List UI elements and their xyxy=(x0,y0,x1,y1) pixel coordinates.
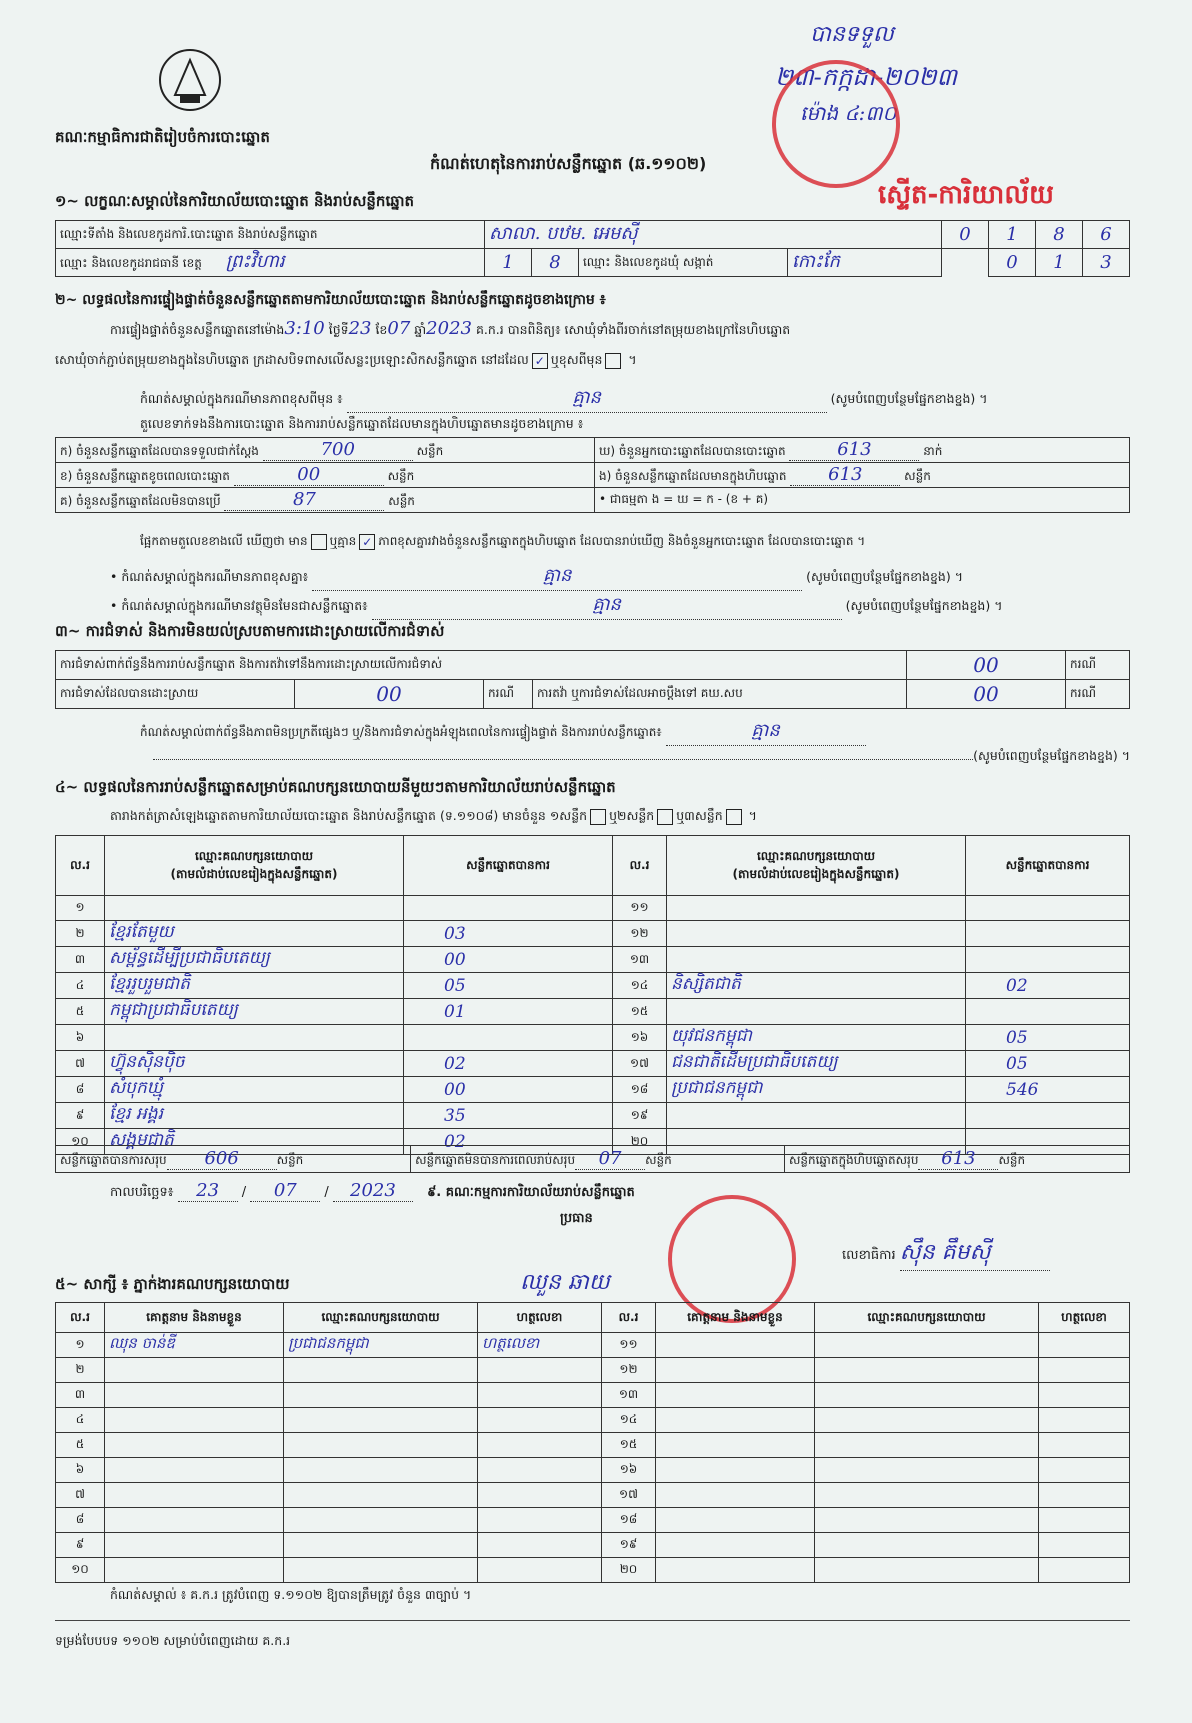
w-row-name xyxy=(105,1558,284,1583)
w-row-sign xyxy=(478,1408,602,1433)
witness-row xyxy=(56,1483,1130,1508)
total-invalid: សន្លឹកឆ្នោតមិនបានការពេលរាប់សរុប 07 សន្លឹក xyxy=(411,1146,785,1173)
w-row-no: ៤ xyxy=(56,1408,105,1433)
w-row-party xyxy=(284,1358,478,1383)
w-row-party xyxy=(284,1558,478,1583)
w-row-sign-right xyxy=(1039,1508,1130,1533)
row-no-right: ១៧ xyxy=(613,1051,667,1077)
w-row-no: ៣ xyxy=(56,1383,105,1408)
objections-row1-unit: ករណី xyxy=(1066,651,1130,680)
w-row-party xyxy=(284,1508,478,1533)
w-row-no: ៥ xyxy=(56,1433,105,1458)
w-row-name-right xyxy=(656,1558,815,1583)
witness-row xyxy=(56,1383,1130,1408)
office-value: សាលា. បឋម. អេមស៊ី xyxy=(485,221,942,249)
has-difference-checkbox[interactable] xyxy=(311,534,327,550)
table-row xyxy=(56,1025,1130,1051)
office-code-3: 8 xyxy=(1036,221,1083,249)
difference-note-row: កំណត់សម្គាល់ក្នុងករណីមានភាពខុសពីមុន ៖ គ្មាន (សូមបំពេញបន្ថែមផ្នែកខាងខ្នង) ។ xyxy=(140,385,1130,413)
w-row-party-right xyxy=(815,1483,1039,1508)
extra-note-row: • កំណត់សម្គាល់ក្នុងករណីមានវត្ថុមិនមែនជាសន្លឹកឆ្នោត៖ គ្មាន (សូមបំពេញបន្ថែមផ្នែកខាងខ្នង) ។ xyxy=(110,592,1130,620)
w-row-name-right xyxy=(656,1408,815,1433)
w-row-name: ឈុន ចាន់ឌី xyxy=(105,1333,284,1358)
w-row-sign xyxy=(478,1508,602,1533)
commune-code-2: 1 xyxy=(1036,249,1083,277)
section5-heading: ៥~ សាក្សី ៖ ភ្នាក់ងារគណបក្សនយោបាយ xyxy=(55,1275,290,1293)
w-row-party-right xyxy=(815,1358,1039,1383)
objections-table xyxy=(55,650,1130,709)
no-difference-checkbox[interactable]: ✓ xyxy=(359,534,375,550)
count-row-e: ង) ចំនួនសន្លឹកឆ្នោតដែលមានក្នុងហិបឆ្នោត 613 សន្លឹក xyxy=(595,463,1130,488)
w-row-name-right xyxy=(656,1458,815,1483)
row-no-right: ១៨ xyxy=(613,1077,667,1103)
two-sheet-checkbox[interactable] xyxy=(657,809,673,825)
w-row-no: ៦ xyxy=(56,1458,105,1483)
w-row-party-right xyxy=(815,1408,1039,1433)
results-table xyxy=(55,835,1130,1155)
row-no-right: ១៣ xyxy=(613,947,667,973)
row-party-right xyxy=(667,1103,966,1129)
section1-table xyxy=(55,220,1130,277)
row-no: ៤ xyxy=(56,973,105,999)
row-party-right xyxy=(667,896,966,921)
w-row-party-right xyxy=(815,1433,1039,1458)
witness-row xyxy=(56,1533,1130,1558)
w-row-no-right: ២០ xyxy=(602,1558,656,1583)
office-code-4: 6 xyxy=(1083,221,1130,249)
chair-title: ប្រធាន xyxy=(560,1211,593,1226)
received-time: ម៉ោង ៤:៣០ xyxy=(800,101,897,125)
office-code-1: 0 xyxy=(942,221,989,249)
counts-intro: តួលេខទាក់ទងនឹងការបោះឆ្នោត និងការរាប់សន្លឹកឆ្នោតដែលមានក្នុងហិបឆ្នោតមានដូចខាងក្រោម ៖ xyxy=(140,416,584,431)
w-col-party: ឈ្មោះគណបក្សនយោបាយ xyxy=(284,1303,478,1333)
commune-code-1: 0 xyxy=(989,249,1036,277)
w-row-sign xyxy=(478,1558,602,1583)
row-party: ខ្មែរតែមួយ xyxy=(105,921,404,947)
w-row-sign-right xyxy=(1039,1383,1130,1408)
w-row-sign-right xyxy=(1039,1558,1130,1583)
row-party-right xyxy=(667,999,966,1025)
row-party-right: យុវជនកម្ពុជា xyxy=(667,1025,966,1051)
row-no-right: ១៥ xyxy=(613,999,667,1025)
w-row-sign xyxy=(478,1458,602,1483)
w-row-name xyxy=(105,1383,284,1408)
w-row-sign-right xyxy=(1039,1358,1130,1383)
w-row-party-right xyxy=(815,1508,1039,1533)
w-row-name-right xyxy=(656,1433,815,1458)
w-row-name xyxy=(105,1358,284,1383)
changed-checkbox[interactable] xyxy=(605,353,621,369)
row-no: ១០ xyxy=(56,1129,105,1155)
diff-note-row: • កំណត់សម្គាល់ក្នុងករណីមានភាពខុសគ្នា៖ គ្មាន (សូមបំពេញបន្ថែមផ្នែកខាងខ្នង) ។ xyxy=(110,563,1130,591)
row-votes: 01 xyxy=(404,999,613,1025)
row-votes-right xyxy=(966,999,1130,1025)
w-row-sign xyxy=(478,1433,602,1458)
results-totals xyxy=(55,1145,1130,1173)
province-code-1: 1 xyxy=(485,249,532,277)
row-votes: 05 xyxy=(404,973,613,999)
w-row-sign xyxy=(478,1533,602,1558)
w-row-sign xyxy=(478,1483,602,1508)
witness-row xyxy=(56,1358,1130,1383)
w-row-party-right xyxy=(815,1383,1039,1408)
row-no: ៧ xyxy=(56,1051,105,1077)
witness-row xyxy=(56,1333,1130,1358)
resolved-unit: ករណី xyxy=(484,680,533,709)
w-row-party xyxy=(284,1458,478,1483)
footer-divider xyxy=(55,1620,1130,1621)
province-label: ឈ្មោះ និងលេខកូដរាជធានី ខេត្ត ព្រះវិហារ xyxy=(56,249,485,277)
irregularity-note: កំណត់សម្គាល់ពាក់ព័ន្ធនឹងភាពមិនប្រក្រតីផ្សេងៗ ឬ/និងការជំទាស់ក្នុងអំឡុងពេលនៃការផ្ទៀងផ្ទាត់ និងការរាប់សន្លឹកឆ្នោត៖ គ្មាន xyxy=(140,718,866,746)
official-stamp xyxy=(772,60,900,188)
table-row xyxy=(56,947,1130,973)
witness-row xyxy=(56,1458,1130,1483)
received-date: ២៣-កក្កដា-២០២៣ xyxy=(775,63,958,91)
row-party: សំបុកឃ្មុំ xyxy=(105,1077,404,1103)
w-col-sign: ហត្ថលេខា xyxy=(478,1303,602,1333)
row-votes: 00 xyxy=(404,1077,613,1103)
w-row-sign-right xyxy=(1039,1458,1130,1483)
commune-code-3: 3 xyxy=(1083,249,1130,277)
row-no: ៦ xyxy=(56,1025,105,1051)
w-row-no-right: ១៥ xyxy=(602,1433,656,1458)
w-row-party-right xyxy=(815,1558,1039,1583)
tally-sheet-count: តារាងកត់ត្រាសំឡេងឆ្នោតតាមការិយាល័យបោះឆ្នោត និងរាប់សន្លឹកឆ្នោត (ទ.១១០៨) មានចំនួន ១សន្លឹក ឬ២សន្លឹក ឬ៣សន្លឹក ។ xyxy=(110,808,757,823)
row-party: កម្ពុជាប្រជាធិបតេយ្យ xyxy=(105,999,404,1025)
row-votes-right: 05 xyxy=(966,1051,1130,1077)
w-row-no: ៩ xyxy=(56,1533,105,1558)
w-row-name xyxy=(105,1408,284,1433)
national-emblem-icon xyxy=(150,40,230,120)
col-votes-right: សន្លឹកឆ្នោតបានការ xyxy=(966,836,1130,896)
w-row-no: ២ xyxy=(56,1358,105,1383)
count-formula: • ជាធម្មតា ង = ឃ = ក - (ខ + គ) xyxy=(595,488,1130,513)
objections-row1-label: ការជំទាស់ពាក់ព័ន្ធនឹងការរាប់សន្លឹកឆ្នោត និងការតវ៉ាទៅនឹងការដោះស្រាយលើការជំទាស់ xyxy=(56,651,907,680)
total-in-box: សន្លឹកឆ្នោតក្នុងហិបឆ្នោតសរុប 613 សន្លឹក xyxy=(784,1146,1129,1173)
w-row-no: ១០ xyxy=(56,1558,105,1583)
signoff-row: កាលបរិច្ឆេទ៖ 23 / 07 / 2023 ៩. គណៈកម្មការការិយាល័យរាប់សន្លឹកឆ្នោត xyxy=(110,1180,635,1201)
row-party: ហ៊្វុនស៊ិនប៉ិច xyxy=(105,1051,404,1077)
w-col-name-right: គោត្តនាម និងនាមខ្លួន xyxy=(656,1303,815,1333)
w-row-name-right xyxy=(656,1483,815,1508)
w-row-party xyxy=(284,1533,478,1558)
w-row-party xyxy=(284,1408,478,1433)
w-row-name-right xyxy=(656,1333,815,1358)
w-row-name xyxy=(105,1483,284,1508)
witness-row xyxy=(56,1408,1130,1433)
w-row-name-right xyxy=(656,1533,815,1558)
w-row-no-right: ១១ xyxy=(602,1333,656,1358)
page-title: កំណត់ហេតុនៃការរាប់សន្លឹកឆ្នោត (ឆ.១១០២) xyxy=(430,154,707,173)
table-row xyxy=(56,896,1130,921)
row-votes-right xyxy=(966,947,1130,973)
commune-value: កោះកែ xyxy=(788,249,942,277)
appeal-unit: ករណី xyxy=(1066,680,1130,709)
w-row-no-right: ១២ xyxy=(602,1358,656,1383)
w-row-sign-right xyxy=(1039,1483,1130,1508)
appeal-value: 00 xyxy=(907,680,1066,709)
w-row-name xyxy=(105,1458,284,1483)
form-reference: ទម្រង់បែបបទ ១១០២ សម្រាប់បំពេញដោយ គ.ក.រ xyxy=(55,1633,291,1648)
witness-table xyxy=(55,1302,1130,1583)
witness-row xyxy=(56,1508,1130,1533)
row-no: ២ xyxy=(56,921,105,947)
w-row-party-right xyxy=(815,1333,1039,1358)
row-no-right: ២០ xyxy=(613,1129,667,1155)
row-party: ខ្មែរ អង្គរ xyxy=(105,1103,404,1129)
row-votes: 35 xyxy=(404,1103,613,1129)
w-col-sign-right: ហត្ថលេខា xyxy=(1039,1303,1130,1333)
w-row-party-right xyxy=(815,1533,1039,1558)
table-row xyxy=(56,1051,1130,1077)
row-no-right: ១២ xyxy=(613,921,667,947)
chair-signature: ឈួន ឆាយ xyxy=(520,1270,610,1295)
witness-row xyxy=(56,1433,1130,1458)
w-row-name xyxy=(105,1433,284,1458)
section4-heading: ៤~ លទ្ធផលនៃការរាប់សន្លឹកឆ្នោតសម្រាប់គណបក្សនយោបាយនីមួយៗតាមការិយាល័យរាប់សន្លឹកឆ្នោត xyxy=(55,778,616,796)
appeal-label: ការតវ៉ា ឬការជំទាស់ដែលអាចប្តឹងទៅ គឃ.សប xyxy=(533,680,907,709)
row-votes-right xyxy=(966,1103,1130,1129)
table-row xyxy=(56,1077,1130,1103)
row-party: សង្គមជាតិ xyxy=(105,1129,404,1155)
col-party-right: ឈ្មោះគណបក្សនយោបាយ (តាមលំដាប់លេខរៀងក្នុងសន្លឹកឆ្នោត) xyxy=(667,836,966,896)
resolved-label: ការជំទាស់ដែលបានដោះស្រាយ xyxy=(56,680,295,709)
section2-heading: ២~ លទ្ធផលនៃការផ្ទៀងផ្ទាត់ចំនួនសន្លឹកឆ្នោតតាមការិយាល័យបោះឆ្នោត និងរាប់សន្លឹកឆ្នោតដូចខាងក្រោម ៖ xyxy=(55,292,606,308)
w-row-party xyxy=(284,1383,478,1408)
count-row-c: គ) ចំនួនសន្លឹកឆ្នោតដែលមិនបានប្រើ 87 សន្លឹក xyxy=(56,488,595,513)
w-row-sign-right xyxy=(1039,1333,1130,1358)
w-row-party xyxy=(284,1433,478,1458)
authority-name: គណៈកម្មាធិការជាតិរៀបចំការបោះឆ្នោត xyxy=(55,128,270,146)
w-row-no: ៨ xyxy=(56,1508,105,1533)
w-row-no-right: ១៣ xyxy=(602,1383,656,1408)
w-row-no: ៧ xyxy=(56,1483,105,1508)
row-party-right: និស្សិតជាតិ xyxy=(667,973,966,999)
w-col-no: ល.រ xyxy=(56,1303,105,1333)
w-row-no-right: ១៨ xyxy=(602,1508,656,1533)
w-row-no-right: ១៤ xyxy=(602,1408,656,1433)
row-party: សម្ព័ន្ធដើម្បីប្រជាធិបតេយ្យ xyxy=(105,947,404,973)
row-party-right: ប្រជាជនកម្ពុជា xyxy=(667,1077,966,1103)
received-note: បានទទួល xyxy=(810,22,894,47)
table-row xyxy=(56,999,1130,1025)
commune-label: ឈ្មោះ និងលេខកូដឃុំ សង្កាត់ xyxy=(579,249,788,277)
difference-row: ផ្អែកតាមតួលេខខាងលើ ឃើញថា មាន ឬគ្មាន ✓ ភាពខុសគ្នារវាងចំនួនសន្លឹកឆ្នោតក្នុងហិបឆ្នោត ដែលបានរាប់ឃើញ និងចំនួនអ្នកបោះឆ្នោត ដែលបានបោះឆ្នោត ។ xyxy=(140,534,866,549)
office-label: ឈ្មោះទីតាំង និងលេខកូដការិ.បោះឆ្នោត និងរាប់សន្លឹកឆ្នោត xyxy=(56,221,485,249)
section3-heading: ៣~ ការជំទាស់ និងការមិនយល់ស្របតាមការដោះស្រាយលើការជំទាស់ xyxy=(55,622,445,640)
stamp-label: ស្ទើត-ការិយាល័យ xyxy=(878,180,1054,210)
w-row-no: ១ xyxy=(56,1333,105,1358)
row-votes: 00 xyxy=(404,947,613,973)
secretary-row: លេខាធិការ ស៊ឹន គឹមស៊ី xyxy=(842,1238,1050,1271)
row-votes: 03 xyxy=(404,921,613,947)
row-votes xyxy=(404,896,613,921)
col-no: ល.រ xyxy=(56,836,105,896)
three-sheet-checkbox[interactable] xyxy=(726,809,742,825)
row-votes: 02 xyxy=(404,1051,613,1077)
row-votes xyxy=(404,1025,613,1051)
row-party: ខ្មែររួបរួមជាតិ xyxy=(105,973,404,999)
same-checkbox[interactable]: ✓ xyxy=(532,353,548,369)
count-row-b: ខ) ចំនួនសន្លឹកឆ្នោតខូចពេលបោះឆ្នោត 00 សន្លឹក xyxy=(56,463,595,488)
row-no-right: ១៤ xyxy=(613,973,667,999)
witness-row xyxy=(56,1558,1130,1583)
row-party-right: ជនជាតិដើមប្រជាធិបតេយ្យ xyxy=(667,1051,966,1077)
w-row-party: ប្រជាជនកម្ពុជា xyxy=(284,1333,478,1358)
w-row-sign-right xyxy=(1039,1408,1130,1433)
row-no: ៣ xyxy=(56,947,105,973)
row-no-right: ១៩ xyxy=(613,1103,667,1129)
col-votes: សន្លឹកឆ្នោតបានការ xyxy=(404,836,613,896)
office-code-2: 1 xyxy=(989,221,1036,249)
w-row-no-right: ១៦ xyxy=(602,1458,656,1483)
row-no: ១ xyxy=(56,896,105,921)
row-party xyxy=(105,896,404,921)
verification-line2: សោឃុំចាក់ភ្ជាប់តម្រុយខាងក្នុងនៃហិបឆ្នោត ក្រដាសបិទពាសលើសន្លះប្រឡោះសិកសន្លឹកឆ្នោត នៅដដែល ✓ ឬខុសពីមុន ។ xyxy=(55,352,637,368)
table-row xyxy=(56,921,1130,947)
col-party: ឈ្មោះគណបក្សនយោបាយ (តាមលំដាប់លេខរៀងក្នុងសន្លឹកឆ្នោត) xyxy=(105,836,404,896)
row-no: ៩ xyxy=(56,1103,105,1129)
row-no: ៥ xyxy=(56,999,105,1025)
w-row-name-right xyxy=(656,1383,815,1408)
row-no-right: ១៦ xyxy=(613,1025,667,1051)
w-row-party xyxy=(284,1483,478,1508)
w-row-party-right xyxy=(815,1458,1039,1483)
w-col-no-right: ល.រ xyxy=(602,1303,656,1333)
row-votes: 02 xyxy=(404,1129,613,1155)
row-no-right: ១១ xyxy=(613,896,667,921)
table-row xyxy=(56,1103,1130,1129)
row-votes-right xyxy=(966,921,1130,947)
w-row-sign xyxy=(478,1358,602,1383)
footer-note: កំណត់សម្គាល់ ៖ គ.ក.រ ត្រូវបំពេញ ទ.១១០២ ឱ្យបានត្រឹមត្រូវ ចំនួន ៣ច្បាប់ ។ xyxy=(110,1587,472,1602)
objections-row1-value: 00 xyxy=(907,651,1066,680)
w-row-no-right: ១៧ xyxy=(602,1483,656,1508)
row-party xyxy=(105,1025,404,1051)
w-col-party-right: ឈ្មោះគណបក្សនយោបាយ xyxy=(815,1303,1039,1333)
row-party-right xyxy=(667,947,966,973)
w-row-no-right: ១៩ xyxy=(602,1533,656,1558)
w-row-name xyxy=(105,1508,284,1533)
row-votes-right: 05 xyxy=(966,1025,1130,1051)
row-no: ៨ xyxy=(56,1077,105,1103)
province-code-2: 8 xyxy=(532,249,579,277)
irregularity-hint: (សូមបំពេញបន្ថែមផ្នែកខាងខ្នង) ។ xyxy=(55,748,1130,767)
table-row xyxy=(56,973,1130,999)
row-votes-right: 546 xyxy=(966,1077,1130,1103)
w-row-sign-right xyxy=(1039,1533,1130,1558)
w-row-sign-right xyxy=(1039,1433,1130,1458)
w-row-sign xyxy=(478,1383,602,1408)
col-no-right: ល.រ xyxy=(613,836,667,896)
row-votes-right: 02 xyxy=(966,973,1130,999)
count-row-a: ក) ចំនួនសន្លឹកឆ្នោតដែលបានទទួលជាក់ស្តែង 700 សន្លឹក xyxy=(56,438,595,463)
one-sheet-checkbox[interactable] xyxy=(590,809,606,825)
row-party-right xyxy=(667,921,966,947)
row-votes-right xyxy=(966,896,1130,921)
count-row-d: ឃ) ចំនួនអ្នកបោះឆ្នោតដែលបានបោះឆ្នោត 613 នាក់ xyxy=(595,438,1130,463)
verification-line1: ការផ្ទៀងផ្ទាត់ចំនួនសន្លឹកឆ្នោតនៅម៉ោង3:10 ថ្ងៃទី23 ខែ07 ឆ្នាំ2023 គ.ក.រ បានពិនិត្យ៖ សោឃុំទាំងពីរចាក់នៅតម្រុយខាងក្រៅនៃហិបឆ្នោត xyxy=(110,318,791,339)
w-row-sign: ហត្ថលេខា xyxy=(478,1333,602,1358)
counts-table xyxy=(55,437,1130,513)
w-col-name: គោត្តនាម និងនាមខ្លួន xyxy=(105,1303,284,1333)
total-valid: សន្លឹកឆ្នោតបានការសរុប 606 សន្លឹក xyxy=(56,1146,411,1173)
w-row-name-right xyxy=(656,1508,815,1533)
w-row-name xyxy=(105,1533,284,1558)
section1-heading: ១~ លក្ខណៈសម្គាល់នៃការិយាល័យបោះឆ្នោត និងរាប់សន្លឹកឆ្នោត xyxy=(55,192,415,210)
resolved-value: 00 xyxy=(295,680,484,709)
w-row-name-right xyxy=(656,1358,815,1383)
